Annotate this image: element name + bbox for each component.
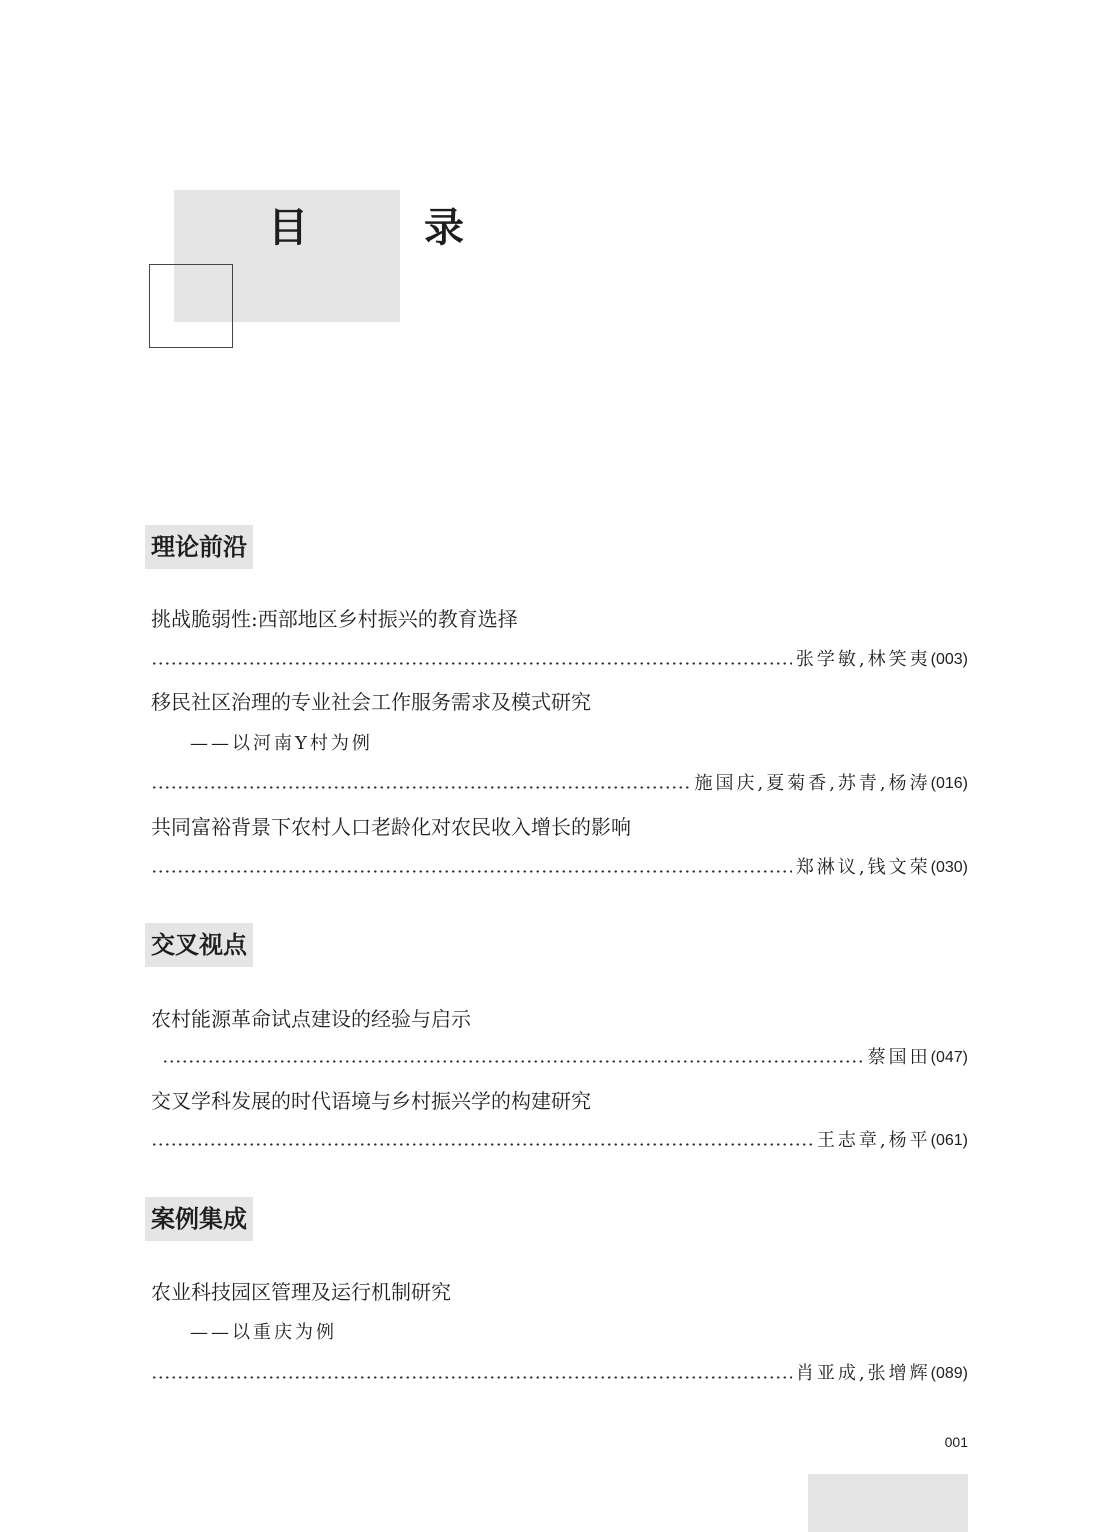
toc-entry-title: 农村能源革命试点建设的经验与启示 <box>151 1007 471 1031</box>
leader-dots <box>162 1060 864 1063</box>
toc-entry-subtitle: ——以河南Y村为例 <box>190 733 373 754</box>
toc-entry-authors: 张学敏,林笑夷 <box>795 649 931 670</box>
toc-entry-title: 交叉学科发展的时代语境与乡村振兴学的构建研究 <box>151 1089 591 1113</box>
toc-entry-title: 共同富裕背景下农村人口老龄化对农民收入增长的影响 <box>151 815 631 839</box>
section-heading-label: 交叉视点 <box>151 930 247 959</box>
toc-entry-authors: 施国庆,夏菊香,苏青,杨涛 <box>694 773 931 794</box>
section-heading-theory <box>145 525 253 569</box>
toc-leader-line <box>151 856 968 880</box>
toc-entry-page: (030) <box>930 859 968 876</box>
toc-entry-authors: 肖亚成,张增辉 <box>795 1363 931 1384</box>
leader-dots <box>151 870 792 873</box>
leader-dots <box>151 662 792 665</box>
leader-dots <box>151 1143 813 1146</box>
toc-leader-line <box>151 1362 968 1386</box>
section-heading-label: 理论前沿 <box>151 532 247 561</box>
leader-dots <box>151 786 690 789</box>
toc-entry-authors: 郑淋议,钱文荣 <box>795 857 931 878</box>
section-heading-label: 案例集成 <box>151 1204 247 1233</box>
toc-entry-title: 农业科技园区管理及运行机制研究 <box>151 1280 451 1304</box>
leader-dots <box>151 1376 792 1379</box>
page-title: 目 录 <box>268 204 502 251</box>
toc-entry-subtitle: ——以重庆为例 <box>190 1322 337 1343</box>
footer-decoration <box>808 1474 968 1532</box>
toc-entry-page: (061) <box>930 1132 968 1149</box>
title-frame-decoration <box>149 264 233 348</box>
section-heading-cross <box>145 923 253 967</box>
toc-leader-line <box>162 1046 968 1070</box>
toc-leader-line <box>151 772 968 796</box>
page-number: 001 <box>944 1434 968 1450</box>
toc-leader-line <box>151 1129 968 1153</box>
toc-entry-page: (003) <box>930 651 968 668</box>
toc-entry-page: (047) <box>930 1049 968 1066</box>
toc-entry-title: 挑战脆弱性:西部地区乡村振兴的教育选择 <box>151 607 518 631</box>
toc-leader-line <box>151 648 968 672</box>
section-heading-cases <box>145 1197 253 1241</box>
toc-entry-authors: 蔡国田 <box>867 1047 931 1068</box>
toc-entry-page: (089) <box>930 1365 968 1382</box>
toc-entry-page: (016) <box>930 775 968 792</box>
toc-entry-title: 移民社区治理的专业社会工作服务需求及模式研究 <box>151 690 591 714</box>
toc-entry-authors: 王志章,杨平 <box>816 1130 931 1151</box>
